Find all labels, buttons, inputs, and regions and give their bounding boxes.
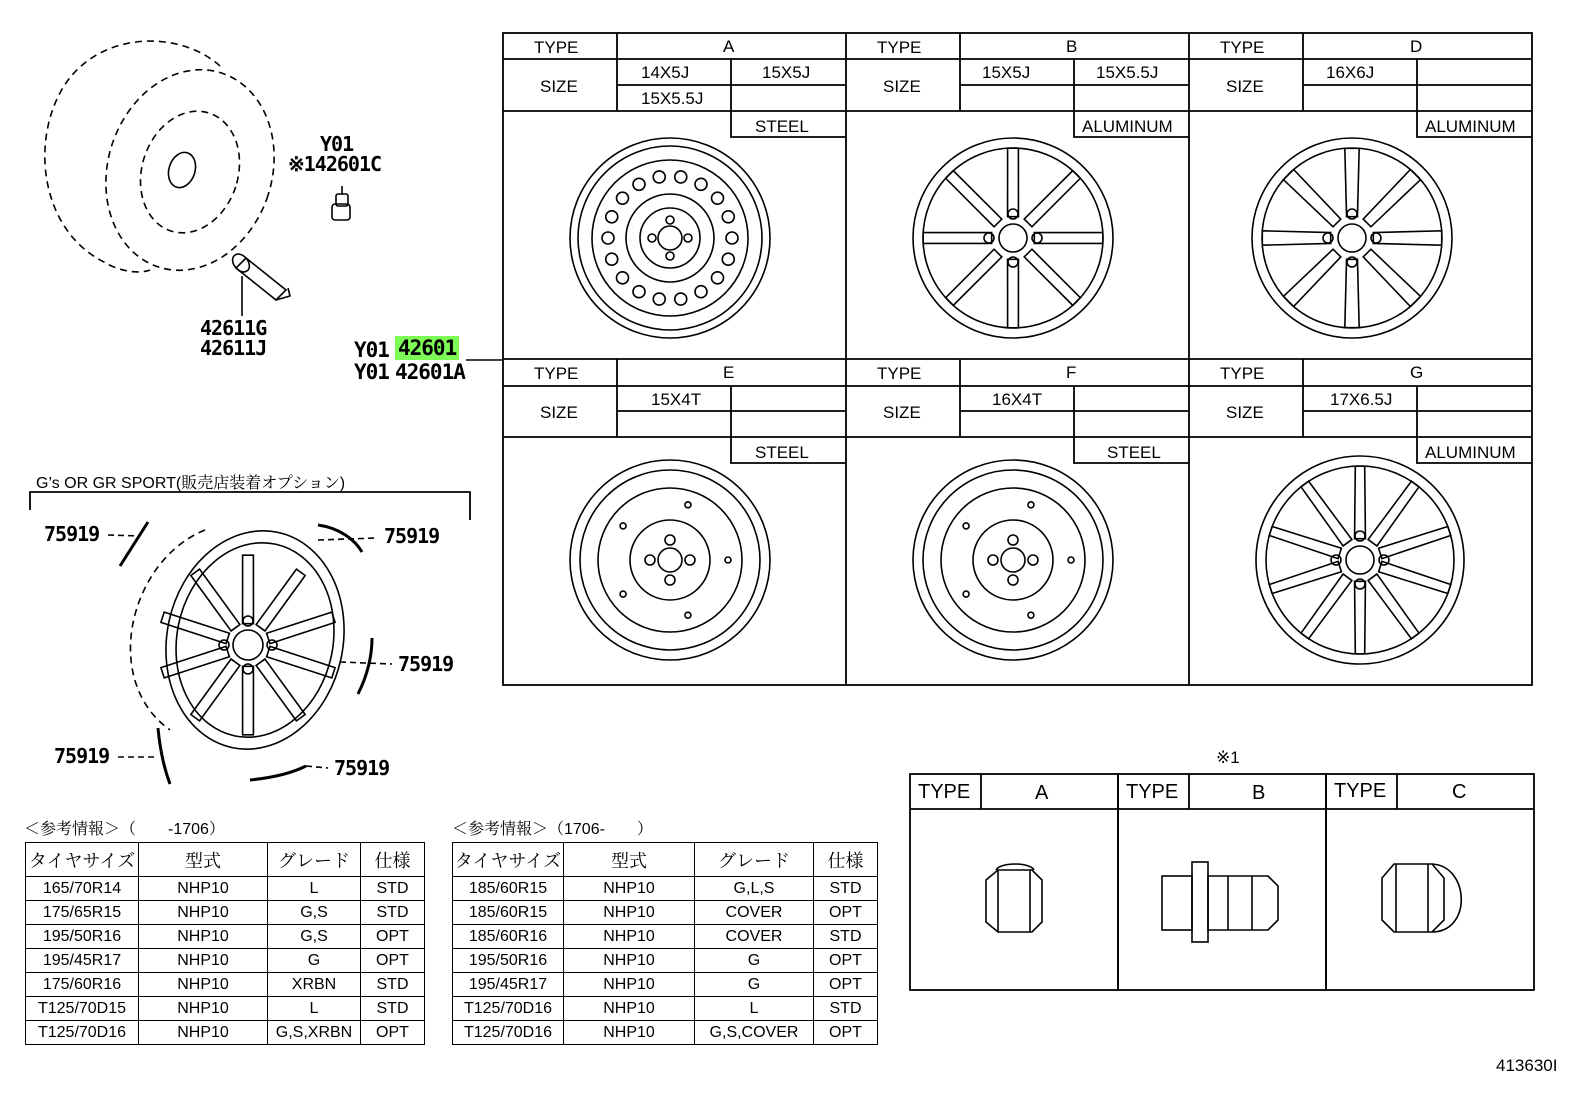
table-cell: NHP10 [564,997,695,1021]
table-cell: COVER [695,925,814,949]
table-cell: T125/70D15 [26,997,139,1021]
header-grade: グレード [268,843,361,877]
table-cell: G,S,COVER [695,1021,814,1045]
cap-drawing [332,186,350,220]
table-cell: NHP10 [139,973,268,997]
table-cell: T125/70D16 [26,1021,139,1045]
nut-type-label: TYPE [918,781,971,803]
table-cell: OPT [814,949,878,973]
table-cell: OPT [361,949,425,973]
table-cell: NHP10 [139,901,268,925]
table-row [453,949,878,973]
balance-weight-part-4[interactable]: 75919 [54,744,110,768]
type-f-size-1: 16X4T [992,390,1043,409]
balance-weight-part-1[interactable]: 75919 [44,522,100,546]
table-cell: L [268,877,361,901]
table-cell: STD [361,997,425,1021]
table-cell: XRBN [268,973,361,997]
table-cell: G [695,949,814,973]
table-cell: 175/60R16 [26,973,139,997]
valve-part-number-2[interactable]: 42611J [200,336,267,360]
type-b-material: ALUMINUM [1082,117,1173,136]
table-cell: NHP10 [564,1021,695,1045]
ref-right-title: ＜参考情報＞（1706- ） [452,821,653,838]
nut-type-b: B [1252,782,1266,804]
table-cell: L [695,997,814,1021]
table-cell: STD [814,877,878,901]
size-label: SIZE [883,403,921,422]
nut-table-grid [910,774,1534,990]
table-row [453,925,878,949]
type-g-material: ALUMINUM [1425,443,1516,462]
table-row [26,877,425,901]
table-row [26,1021,425,1045]
table-cell: STD [361,973,425,997]
valve-drawing [229,251,290,316]
table-cell: G,L,S [695,877,814,901]
type-e-size-1: 15X4T [651,390,702,409]
table-cell: 195/50R16 [26,925,139,949]
gs-option-label: G’s OR GR SPORT(販売店装着オプション) [36,475,346,492]
size-label: SIZE [540,77,578,96]
wheel-part-y-label-1: Y01 [354,338,389,362]
nut-a-drawing [986,864,1042,932]
type-e-value: E [723,363,735,382]
table-cell: NHP10 [139,949,268,973]
header-grade: グレード [695,843,814,877]
table-cell: L [268,997,361,1021]
type-g-size-1: 17X6.5J [1330,390,1393,409]
table-cell: OPT [814,973,878,997]
wheel-table-grid [503,33,1532,685]
table-row [26,925,425,949]
table-cell: 185/60R16 [453,925,564,949]
type-label: TYPE [877,38,922,57]
type-b-size-2: 15X5.5J [1096,63,1159,82]
table-row [26,949,425,973]
table-cell: OPT [814,901,878,925]
type-label: TYPE [534,38,579,57]
table-cell: NHP10 [139,925,268,949]
nut-type-label: TYPE [1334,780,1387,802]
table-cell: NHP10 [564,901,695,925]
type-d-material: ALUMINUM [1425,117,1516,136]
tire-drawing [45,41,300,292]
type-label: TYPE [1220,38,1265,57]
wheel-part-number-highlighted[interactable]: 42601 [395,336,459,360]
type-label: TYPE [534,364,579,383]
table-cell: 195/45R17 [453,973,564,997]
table-cell: G,S,XRBN [268,1021,361,1045]
table-cell: 185/60R15 [453,877,564,901]
ref-left-table [25,842,425,1045]
type-b-value: B [1066,37,1078,56]
gs-wheel-drawing [108,514,392,784]
table-cell: NHP10 [139,997,268,1021]
figure-id: 413630I [1496,1056,1558,1075]
balance-weight-part-5[interactable]: 75919 [334,756,390,780]
header-model: 型式 [139,843,268,877]
table-cell: 175/65R15 [26,901,139,925]
header-model: 型式 [564,843,695,877]
type-f-material: STEEL [1107,443,1161,462]
ref-left-title: ＜参考情報＞（ -1706） [24,821,225,838]
balance-weight-part-3[interactable]: 75919 [398,652,454,676]
type-a-size-2: 15X5J [762,63,811,82]
wheel-d-drawing [1252,138,1452,338]
table-row [26,901,425,925]
type-a-value: A [723,37,735,56]
size-label: SIZE [1226,77,1264,96]
table-cell: NHP10 [139,877,268,901]
table-cell: NHP10 [564,949,695,973]
table-cell: NHP10 [564,973,695,997]
type-label: TYPE [877,364,922,383]
wheel-b-drawing [913,138,1113,338]
table-cell: T125/70D16 [453,1021,564,1045]
table-cell: 185/60R15 [453,901,564,925]
type-d-value: D [1410,37,1423,56]
nut-type-label: TYPE [1126,781,1179,803]
ref-right-table [452,842,878,1045]
table-row [453,877,878,901]
nut-c-drawing [1382,864,1461,932]
table-cell: NHP10 [139,1021,268,1045]
wheel-f-drawing [913,460,1113,660]
type-d-size-1: 16X6J [1326,63,1375,82]
wheel-e-drawing [570,460,770,660]
cap-part-y-label: Y01 [320,132,354,156]
table-cell: 165/70R14 [26,877,139,901]
header-spec: 仕様 [814,843,878,877]
table-row [453,973,878,997]
cap-part-number[interactable]: ※142601C [288,152,382,176]
wheel-part-y-label-2: Y01 [354,360,389,384]
table-cell: STD [361,877,425,901]
wheel-a-drawing [570,138,770,338]
table-row [453,1021,878,1045]
nut-type-a: A [1035,782,1049,804]
header-tire-size: タイヤサイズ [453,843,564,877]
size-label: SIZE [1226,403,1264,422]
balance-weight-part-2[interactable]: 75919 [384,524,440,548]
table-cell: OPT [361,925,425,949]
type-f-value: F [1066,363,1077,382]
nut-note-mark: ※1 [1216,748,1240,767]
type-a-material: STEEL [755,117,809,136]
type-label: TYPE [1220,364,1265,383]
table-cell: NHP10 [564,925,695,949]
type-g-value: G [1410,363,1424,382]
type-a-size-3: 15X5.5J [641,89,704,108]
valve-part-number-1[interactable]: 42611G [200,316,267,340]
table-cell: G [268,949,361,973]
table-cell: OPT [361,1021,425,1045]
table-cell: NHP10 [564,877,695,901]
size-label: SIZE [883,77,921,96]
nut-b-drawing [1162,862,1278,942]
wheel-g-drawing [1256,456,1464,664]
table-cell: 195/50R16 [453,949,564,973]
table-cell: G [695,973,814,997]
table-cell: T125/70D16 [453,997,564,1021]
table-cell: 195/45R17 [26,949,139,973]
type-a-size-1: 14X5J [641,63,690,82]
table-cell: OPT [814,1021,878,1045]
table-cell: COVER [695,901,814,925]
table-cell: STD [814,997,878,1021]
table-cell: G,S [268,925,361,949]
header-tire-size: タイヤサイズ [26,843,139,877]
table-row [453,997,878,1021]
table-row [453,901,878,925]
gs-bracket [30,492,470,520]
type-e-material: STEEL [755,443,809,462]
wheel-part-number-2[interactable]: 42601A [395,360,465,384]
table-row [26,997,425,1021]
size-label: SIZE [540,403,578,422]
table-cell: STD [361,901,425,925]
table-row [26,973,425,997]
table-cell: G,S [268,901,361,925]
header-spec: 仕様 [361,843,425,877]
type-b-size-1: 15X5J [982,63,1031,82]
table-cell: STD [814,925,878,949]
nut-type-c: C [1452,781,1467,803]
